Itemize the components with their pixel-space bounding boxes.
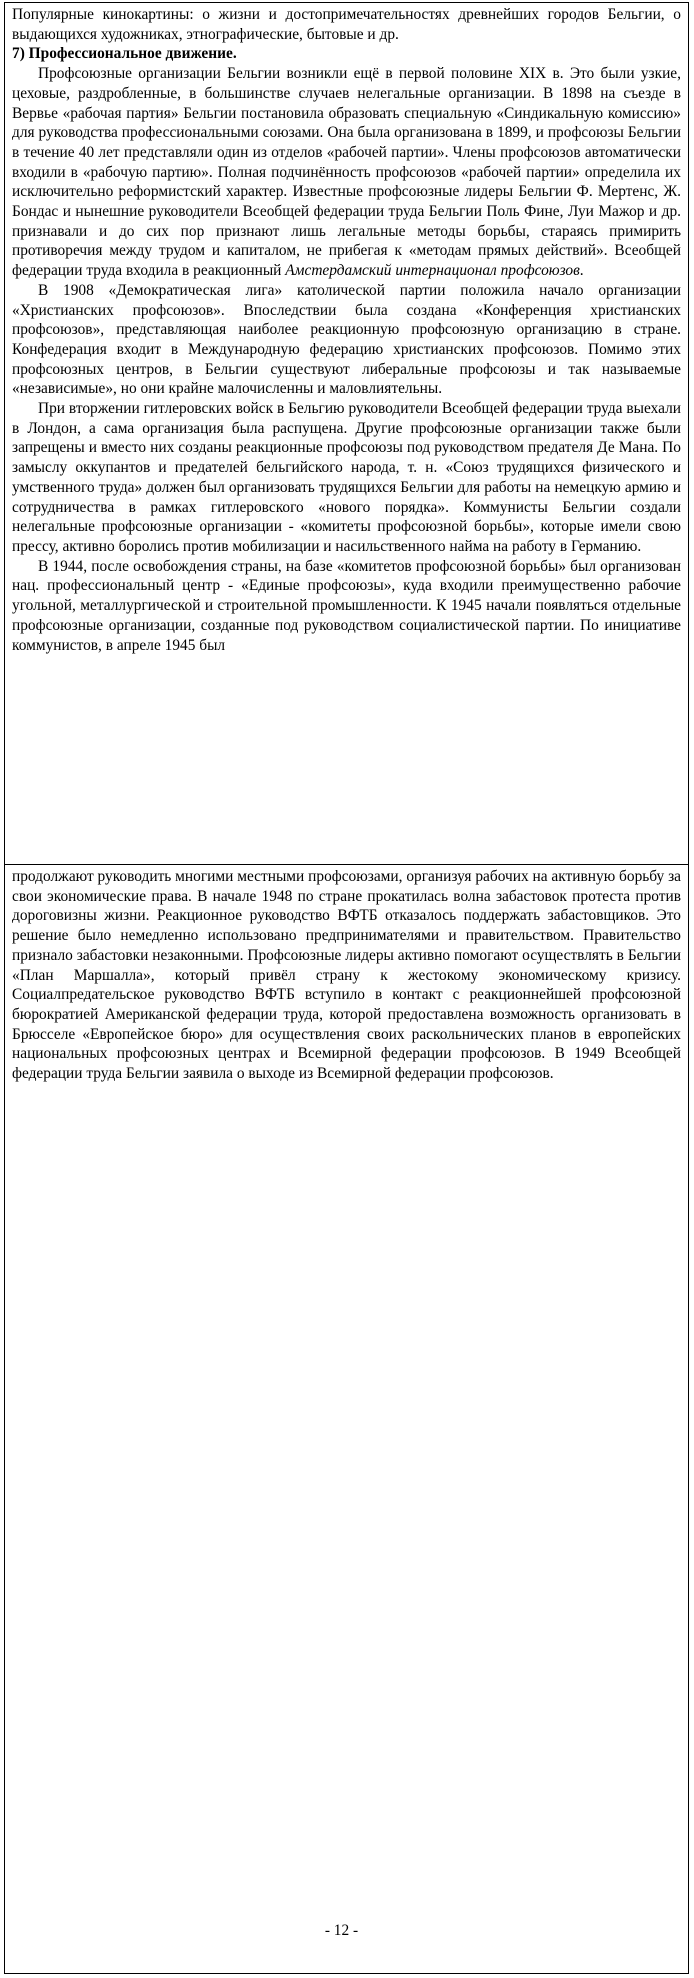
amsterdam-international-term: Амстердамский интернационал профсоюзов: [285, 262, 580, 280]
lower-text-box: [5, 865, 688, 1973]
intro-paragraph: Популярные кинокартины: о жизни и достопримечательностях древнейших городов Бельгии, о выдающихся художниках, этнографические, бытовые и др.: [12, 6, 681, 43]
paragraph-occupation: При вторжении гитлеровских войск в Бельгию руководители Всеобщей федерации труда выехали в Лондон, а сама организация была распущена. Другие профсоюзные организации также были запрещены и вместо них созданы реакционные профсоюзы под руководством предателя Де Мана. По замыслу оккупантов и предателей бельгийского народа, т. н. «Союз трудящихся физического и умственного труда» должен был организовать трудящихся Бельгии для работы на немецкую армию и сотрудничества в рамках гитлеровского «нового порядка». Коммунисты Бельгии создали нелегальные профсоюзные организации - «комитеты профсоюзной борьбы», которые имели свою прессу, активно боролись против мобилизации и насильственного найма на работу в Германию.: [12, 400, 681, 555]
paragraph-postwar: продолжают руководить многими местными профсоюзами, организуя рабочих на активную борьбу за свои экономические права. В начале 1948 по стране прокатилась волна забастовок протеста против дороговизны жизни. Реакционное руководство ВФТБ отказалось поддержать забастовщиков. Это решение было немедленно использовано предпринимателями и правительством. Правительство признало забастовки незаконными. Профсоюзные лидеры активно помогают осуществлять в Бельгии «План Маршалла», который привёл страну к жестокому экономическому кризису. Социалпредательское руководство ВФТБ вступило в контакт с реакционнейшей профсоюзной бюрократией Американской федерации труда, которой предоставлена возможность организовать в Брюсселе «Европейское бюро» для осуществления своих раскольнических планов в европейских национальных профсоюзных центрах и Всемирной федерации профсоюзов. В 1949 Всеобщей федерации труда Бельгии заявила о выходе из Всемирной федерации профсоюзов.: [12, 868, 681, 1083]
lower-text: [5, 865, 688, 1084]
page-number: - 12 -: [324, 1922, 359, 1939]
paragraph-origins: [12, 64, 681, 281]
paragraph-origins-text: Профсоюзные организации Бельгии возникли ещё в первой половине XIX в. Это были узкие, цеховые, раздробленные, в большинстве случаев нелегальные организации. В 1898 на съезде в Вервье «рабочая партия» Бельгии постановила образовать специальную «Синдикальную комиссию» для руководства профессиональными союзами. Она была организована в 1899, и профсоюзы Бельгии в течение 40 лет представляли один из отделов «рабочей партии». Члены профсоюзов автоматически входили в «рабочую партию». Полная подчинённость профсоюзов «рабочей партии» определила их исключительно реформистский характер. Известные профсоюзные лидеры Бельгии Ф. Мертенс, Ж. Бондас и нынешние руководители Всеобщей федерации труда Бельгии Поль Фине, Луи Мажор и др. признавали и до сих пор признают лишь легальные методы борьбы, стараясь примирить противоречия между трудом и капиталом, не прибегая к «методам прямых действий». Всеобщей федерации труда входила в реакционный: [12, 65, 681, 280]
paragraph-christian-unions: В 1908 «Демократическая лига» католической партии положила начало организации «Христианских профсоюзов». Впоследствии была создана «Конференция христианских профсоюзов», представляющая наиболее реакционную профсоюзную организацию в стране. Конфедерация входит в Международную федерацию христианских профсоюзов. Помимо этих профсоюзных центров, в Бельгии существуют либеральные профсоюзы и так называемые «независимые», но они крайне малочисленны и маловлиятельны.: [12, 281, 681, 398]
upper-text: [5, 3, 688, 655]
paragraph-liberation: В 1944, после освобождения страны, на базе «комитетов профсоюзной борьбы» был организован нац. профессиональный центр - «Единые профсоюзы», куда входили преимущественно рабочие угольной, металлургической и строительной промышленности. К 1945 начали появляться отдельные профсоюзные организации, созданные под руководством социалистической партии. По инициативе коммунистов, в апреле 1945 был: [12, 557, 681, 654]
page-frame: [4, 2, 689, 1974]
section-heading: 7) Профессиональное движение.: [12, 45, 237, 63]
upper-text-box: [5, 3, 688, 865]
paragraph-origins-end: .: [579, 262, 584, 280]
